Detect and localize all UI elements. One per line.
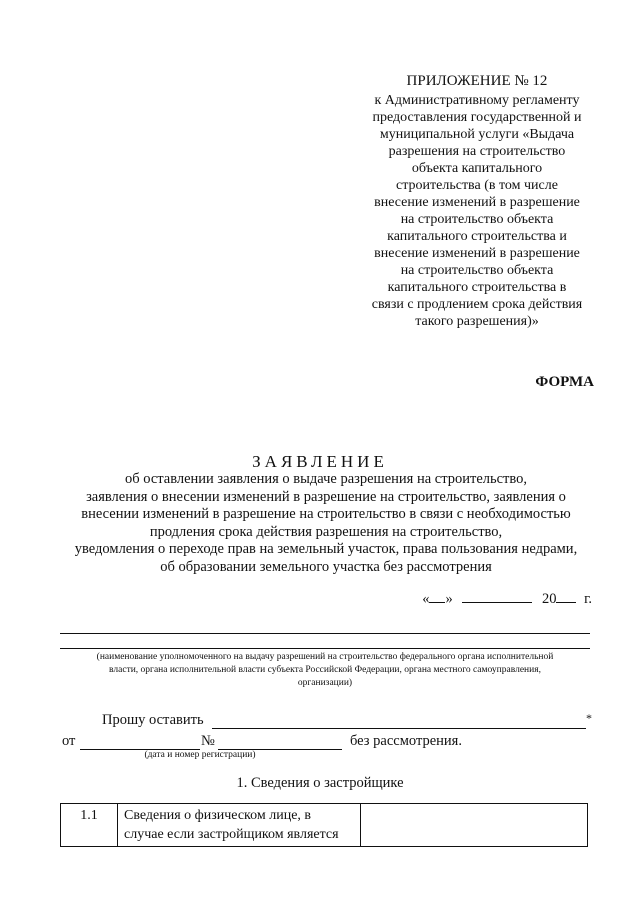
appendix-title: ПРИЛОЖЕНИЕ № 12 <box>406 73 548 89</box>
year-blank[interactable] <box>556 588 576 603</box>
statement-subtitle-line: об образовании земельного участка без рассмотрения <box>160 558 492 575</box>
statement-subtitle-line: об оставлении заявления о выдаче разрешения на строительство, <box>124 471 528 487</box>
appendix-line: капитального строительства в <box>387 280 567 295</box>
date-close-quote: » <box>445 591 453 607</box>
statement-subtitle-line: продления срока действия разрешения на строительство, <box>149 523 503 540</box>
from-label: от <box>62 733 76 749</box>
statement-title: ЗАЯВЛЕНИЕ <box>252 452 388 471</box>
request-tail: без рассмотрения. <box>350 733 462 749</box>
appendix-line: разрешения на строительство <box>388 144 566 159</box>
appendix-block <box>352 72 602 330</box>
row-value-field[interactable] <box>361 804 588 847</box>
appendix-line: объекта капитального <box>411 161 543 176</box>
date-field <box>422 588 592 608</box>
row-label <box>118 804 361 847</box>
number-label: № <box>201 733 215 749</box>
appendix-line: предоставления государственной и <box>372 110 582 125</box>
appendix-line: капитального строительства и <box>387 229 567 244</box>
row-label-line: Сведения о физическом лице, в <box>124 808 312 823</box>
appendix-line: к Административному регламенту <box>374 93 580 108</box>
recipient-line[interactable] <box>60 633 590 634</box>
recipient-note <box>55 651 595 690</box>
row-number: 1.1 <box>61 804 118 847</box>
statement-subtitle <box>50 471 602 576</box>
statement-subtitle-line: заявления о внесении изменений в разрешение на строительство, заявления о <box>86 488 566 505</box>
recipient-note-line: власти, органа исполнительной власти субъекта Российской Федерации, органа местного самоуправления, <box>109 665 541 675</box>
table-row <box>61 804 588 847</box>
asterisk: * <box>586 711 592 725</box>
month-blank[interactable] <box>462 588 532 603</box>
appendix-line: связи с продлением срока действия <box>371 297 583 312</box>
appendix-line: внесение изменений в разрешение <box>374 246 580 261</box>
recipient-note-line: организации) <box>297 678 353 688</box>
appendix-line: строительства (в том числе <box>396 178 558 193</box>
recipient-note-line: (наименование уполномоченного на выдачу разрешений на строительство федерального органа исполнительной <box>96 652 554 662</box>
statement-subtitle-line: уведомления о переходе прав на земельный участок, права пользования недрами, <box>74 541 578 557</box>
registration-note: (дата и номер регистрации) <box>144 750 256 760</box>
date-open-quote: « <box>422 591 430 607</box>
appendix-line: муниципальной услуги «Выдача <box>379 127 575 142</box>
day-blank[interactable] <box>429 588 445 603</box>
year-suffix: г. <box>584 591 592 607</box>
request-label: Прошу оставить <box>102 712 204 728</box>
appendix-line: на строительство объекта <box>400 212 554 227</box>
row-label-line: случае если застройщиком является <box>124 827 339 842</box>
year-prefix: 20 <box>541 591 557 607</box>
applicant-table <box>60 803 588 847</box>
form-label: ФОРМА <box>535 374 594 390</box>
statement-subtitle-line: внесении изменений в разрешение на строительство в связи с необходимостью <box>81 506 571 522</box>
appendix-line: внесение изменений в разрешение <box>374 195 580 210</box>
appendix-line: на строительство объекта <box>400 263 554 278</box>
recipient-line[interactable] <box>60 648 590 649</box>
appendix-line: такого разрешения)» <box>415 314 539 329</box>
request-field[interactable] <box>212 728 586 729</box>
section-title: 1. Сведения о застройщике <box>236 775 404 791</box>
